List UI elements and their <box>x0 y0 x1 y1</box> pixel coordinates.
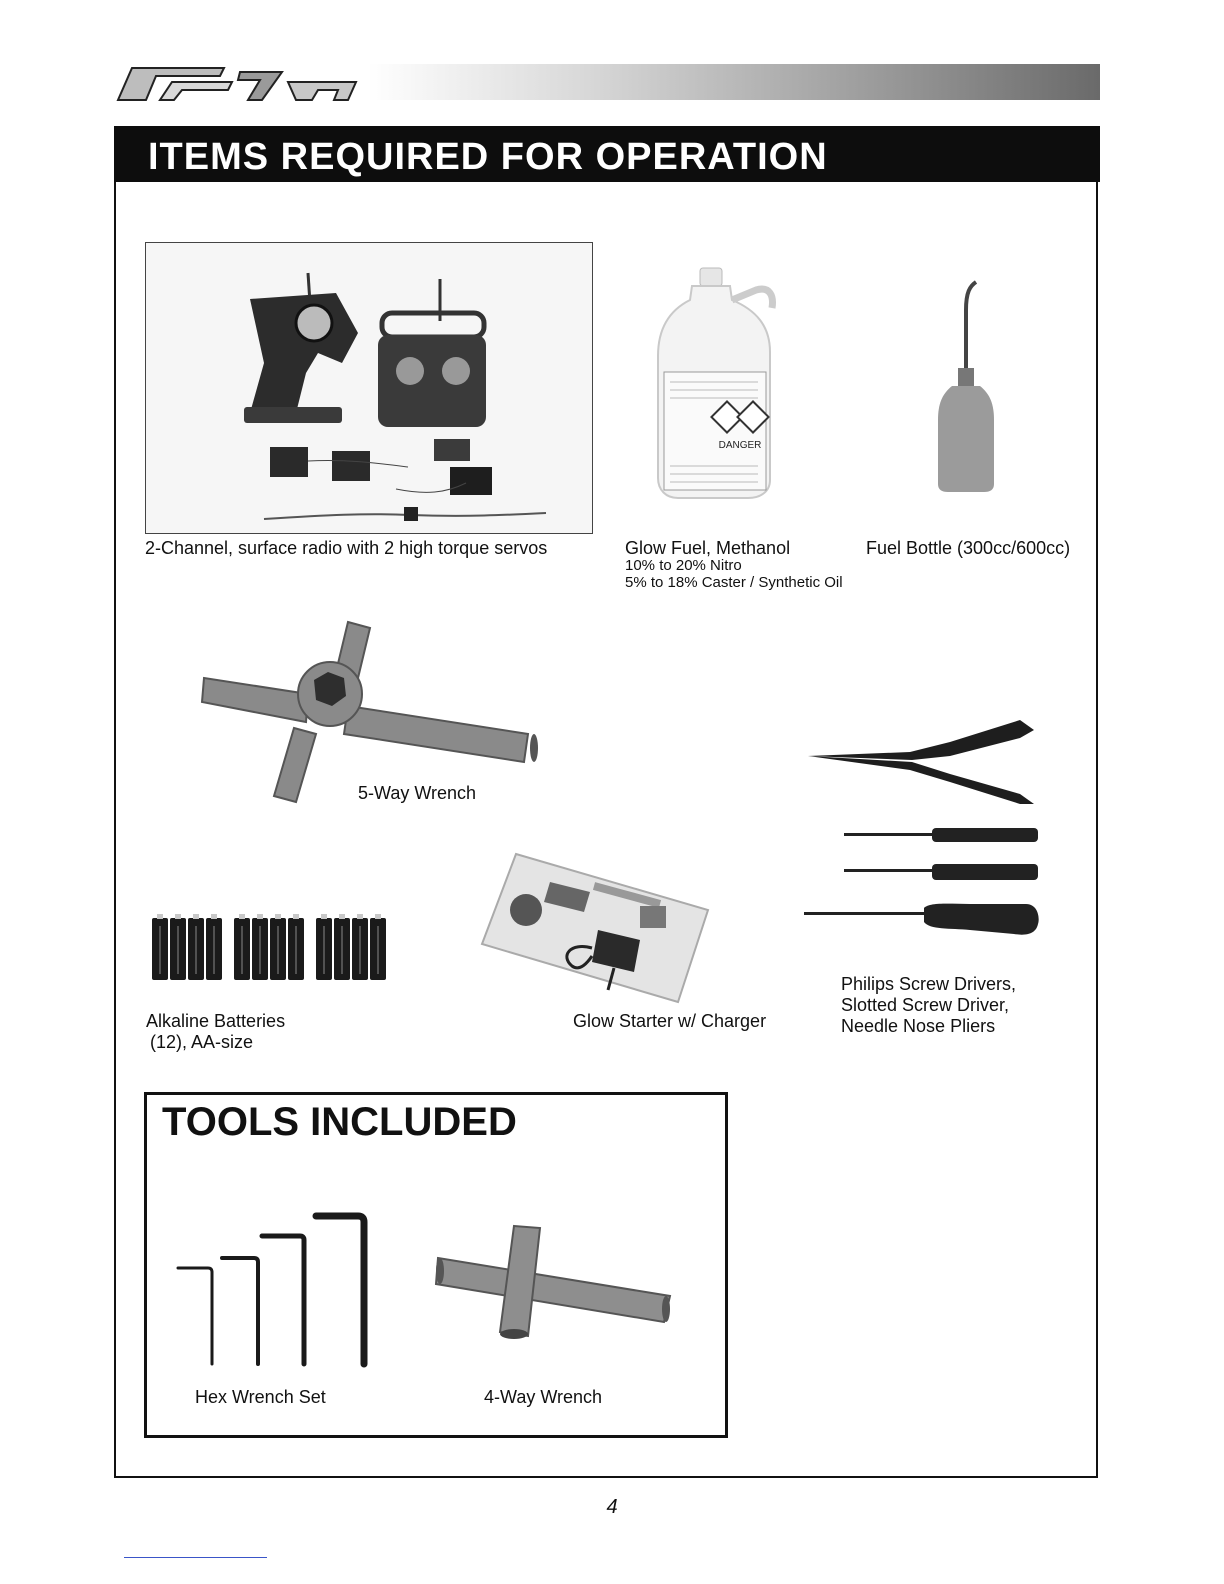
batteries-caption-1: Alkaline Batteries <box>146 1011 286 1031</box>
five-way-wrench-illustration <box>198 616 542 808</box>
fuel-detail-oil: 5% to 18% Caster / Synthetic Oil <box>625 574 843 591</box>
fuel-caption: Glow Fuel, Methanol <box>625 538 791 558</box>
brand-logo <box>112 62 362 104</box>
header-gradient-bar <box>368 64 1100 100</box>
fuel-bottle-caption: Fuel Bottle (300cc/600cc) <box>866 538 1071 558</box>
footer-link-underline <box>124 1557 267 1558</box>
screwdrivers-caption-3: Needle Nose Pliers <box>841 1016 996 1036</box>
tools-included-title: TOOLS INCLUDED <box>162 1100 517 1144</box>
screwdrivers-caption-1: Philips Screw Drivers, <box>841 974 1017 994</box>
page-number: 4 <box>606 1496 618 1518</box>
radio-illustration <box>146 243 594 535</box>
batteries-caption-2: (12), AA-size <box>150 1032 254 1052</box>
fuel-bottle-illustration <box>930 280 1000 494</box>
pliers-screwdrivers-illustration <box>800 712 1044 942</box>
fuel-detail-nitro: 10% to 20% Nitro <box>625 557 742 574</box>
fuel-jug-illustration <box>652 266 780 502</box>
radio-photo <box>145 242 593 534</box>
four-way-wrench-illustration <box>434 1222 672 1342</box>
glow-starter-caption: Glow Starter w/ Charger <box>573 1011 767 1031</box>
four-way-wrench-caption: 4-Way Wrench <box>484 1387 603 1407</box>
glow-starter-illustration <box>480 852 714 1004</box>
fuel-danger-label: DANGER <box>718 440 762 451</box>
hex-wrench-set-caption: Hex Wrench Set <box>195 1387 326 1407</box>
batteries-illustration <box>150 914 392 982</box>
section-title: ITEMS REQUIRED FOR OPERATION <box>148 136 828 178</box>
five-way-wrench-caption: 5-Way Wrench <box>358 783 477 803</box>
screwdrivers-caption-2: Slotted Screw Driver, <box>841 995 1010 1015</box>
radio-caption: 2-Channel, surface radio with 2 high torque servos <box>145 538 548 558</box>
hex-wrench-set-illustration <box>176 1212 372 1368</box>
